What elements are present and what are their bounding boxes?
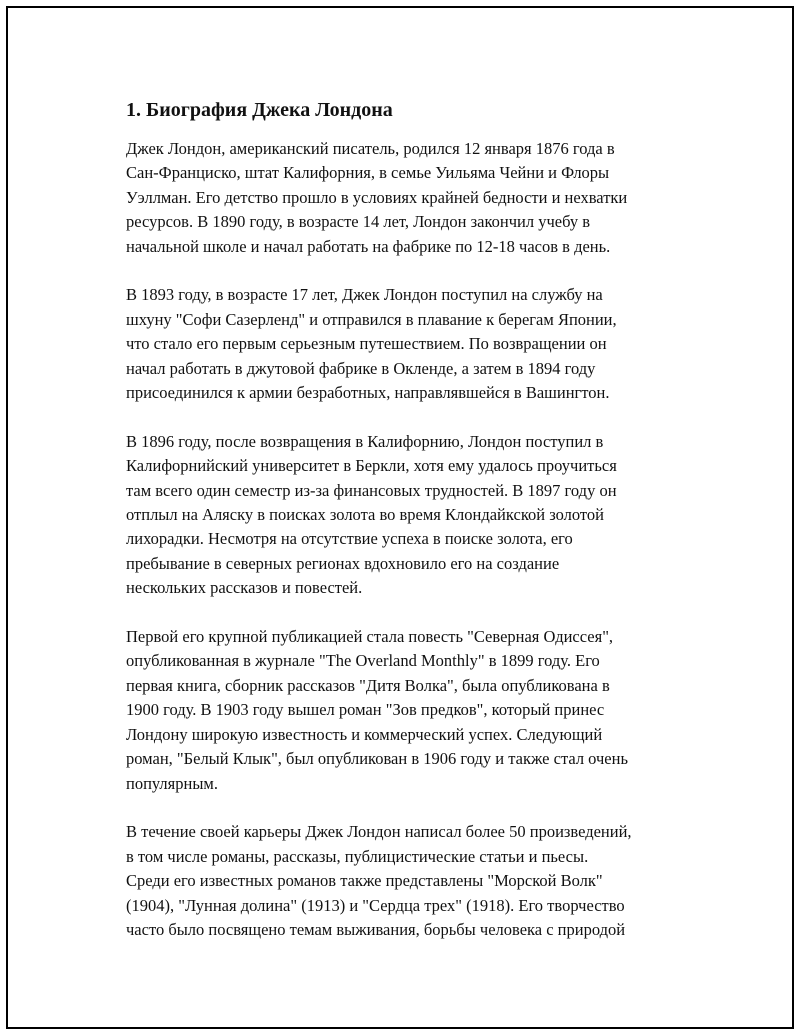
text-line: опубликованная в журнале "The Overland Monthly" в 1899 году. Его [126, 651, 600, 671]
text-line: Первой его крупной публикацией стала повесть "Северная Одиссея", [126, 627, 614, 647]
text-line: Джек Лондон, американский писатель, родился 12 января 1876 года в [126, 139, 615, 158]
text-line: отплыл на Аляску в поисках золота во время Клондайкской золотой [126, 505, 604, 525]
text-line: ресурсов. В 1890 году, в возрасте 14 лет, Лондон закончил учебу в [126, 212, 591, 232]
page-frame [6, 6, 794, 1029]
text-line: там всего один семестр из-за финансовых трудностей. В 1897 году он [126, 480, 617, 500]
text-line: лихорадки. Несмотря на отсутствие успеха в поиске золота, его [126, 529, 573, 549]
text-line: нескольких рассказов и повестей. [126, 578, 363, 598]
text-line: Калифорнийский университет в Беркли, хотя ему удалось проучиться [126, 456, 617, 476]
text-line: В 1896 году, после возвращения в Калифорнию, Лондон поступил в [126, 431, 604, 451]
paragraph-university-alaska [126, 430, 701, 601]
text-line: шхуну "Софи Сазерленд" и отправился в плавание к берегам Японии, [126, 309, 617, 329]
text-line: (1904), "Лунная долина" (1913) и "Сердца трех" (1918). Его творчество [126, 895, 625, 915]
text-line: Уэллман. Его детство прошло в условиях крайней бедности и нехватки [126, 187, 628, 207]
text-line: начал работать в джутовой фабрике в Окленде, а затем в 1894 году [126, 358, 596, 378]
text-line: В течение своей карьеры Джек Лондон написал более 50 произведений, [126, 822, 632, 842]
paragraph-publications [126, 625, 701, 796]
text-line: первая книга, сборник рассказов "Дитя Волка", была опубликована в [126, 675, 610, 695]
paragraph-career [126, 820, 701, 942]
paragraph-voyage [126, 283, 701, 405]
text-line: пребывание в северных регионах вдохновило его на создание [126, 553, 560, 573]
text-line: Сан-Франциско, штат Калифорния, в семье Уильяма Чейни и Флоры [126, 163, 610, 183]
paragraph-early-life [126, 137, 701, 259]
text-line: начальной школе и начал работать на фабрике по 12-18 часов в день. [126, 236, 611, 256]
text-line: в том числе романы, рассказы, публицистические статьи и пьесы. [126, 846, 589, 866]
text-line: В 1893 году, в возрасте 17 лет, Джек Лондон поступил на службу на [126, 285, 603, 305]
text-line: 1900 году. В 1903 году вышел роман "Зов предков", который принес [126, 700, 605, 720]
text-line: присоединился к армии безработных, направлявшейся в Вашингтон. [126, 383, 610, 403]
text-line: что стало его первым серьезным путешествием. По возвращении он [126, 334, 607, 354]
section-heading: 1. Биография Джека Лондона [126, 99, 393, 121]
text-line: популярным. [126, 773, 218, 793]
text-line: Лондону широкую известность и коммерческий успех. Следующий [126, 724, 603, 744]
text-line: роман, "Белый Клык", был опубликован в 1906 году и также стал очень [126, 749, 628, 769]
document-body [126, 97, 701, 967]
text-line: Среди его известных романов также представлены "Морской Волк" [126, 871, 603, 891]
text-line: часто было посвящено темам выживания, борьбы человека с природой [126, 919, 626, 939]
